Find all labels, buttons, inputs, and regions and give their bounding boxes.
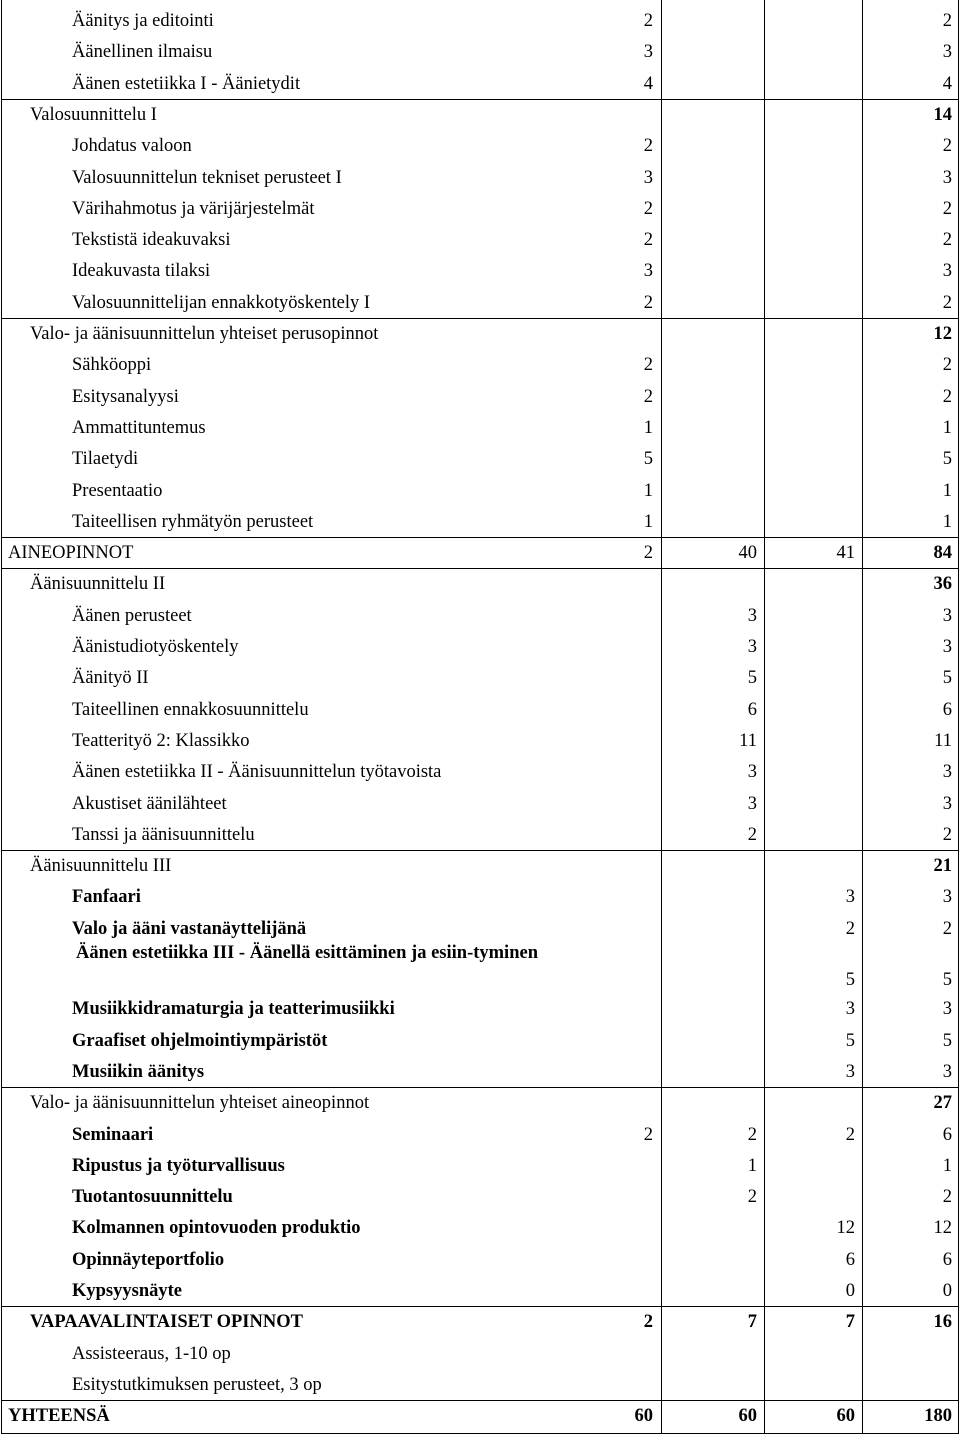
row-label: Esitysanalyysi <box>72 386 179 407</box>
table-row <box>0 413 960 444</box>
row-divider <box>1 537 959 538</box>
row-label: Äänellinen ilmaisu <box>72 42 213 63</box>
row-label: Valosuunnittelijan ennakkotyöskentely I <box>72 292 370 313</box>
credit-cell-c3: 12 <box>836 1218 855 1239</box>
row-label: Äänen estetiikka III - Äänellä esittäminen ja esiin-tyminen <box>76 943 538 963</box>
table-row <box>0 1026 960 1057</box>
row-label: Äänitys ja editointi <box>72 11 214 31</box>
table-row <box>0 820 960 851</box>
total-cell: 21 <box>933 856 952 877</box>
row-divider <box>1 1400 959 1401</box>
table-row <box>0 225 960 256</box>
grid-line-right <box>958 0 959 1433</box>
total-cell: 1 <box>942 480 952 501</box>
table-row <box>0 569 960 600</box>
credit-cell-c2: 11 <box>739 730 757 751</box>
table-row <box>0 69 960 100</box>
row-label: Teatterityö 2: Klassikko <box>72 730 250 751</box>
total-cell: 3 <box>942 999 952 1020</box>
credit-cell-c1: 2 <box>643 292 653 313</box>
credit-cell-c1: 2 <box>643 1312 653 1333</box>
row-label: Äänityö II <box>72 668 149 689</box>
row-label: Valo ja ääni vastanäyttelijänä <box>72 918 307 939</box>
row-label: Taiteellinen ennakkosuunnittelu <box>72 699 309 720</box>
total-cell: 12 <box>933 324 952 344</box>
table-row <box>0 256 960 287</box>
grid-line-col3 <box>862 0 863 1433</box>
table-row <box>0 882 960 913</box>
total-cell: 2 <box>942 292 952 313</box>
table-row <box>0 382 960 413</box>
total-cell: 2 <box>942 386 952 407</box>
total-cell: 2 <box>942 198 952 219</box>
credit-cell-c2: 5 <box>747 668 757 689</box>
table-row <box>0 100 960 131</box>
total-cell: 2 <box>942 824 952 845</box>
credit-cell-c2: 3 <box>747 637 757 657</box>
credit-cell-c3: 5 <box>845 1030 855 1051</box>
credit-cell-c1: 2 <box>643 230 653 251</box>
total-cell: 6 <box>942 1249 952 1270</box>
table-row <box>0 601 960 632</box>
total-cell: 36 <box>933 574 952 595</box>
row-label: Tuotantosuunnittelu <box>72 1187 233 1208</box>
table-row <box>0 507 960 538</box>
total-cell: 1 <box>942 417 952 438</box>
row-label: Tilaetydi <box>72 449 139 470</box>
total-cell: 0 <box>942 1281 952 1301</box>
total-cell: 2 <box>942 11 952 31</box>
row-label: Tanssi ja äänisuunnittelu <box>72 824 255 845</box>
credit-cell-c3: 3 <box>845 999 855 1020</box>
total-cell: 27 <box>933 1093 952 1114</box>
credit-cell-c1: 1 <box>643 511 653 532</box>
total-cell: 5 <box>942 970 952 991</box>
row-label: Värihahmotus ja värijärjestelmät <box>72 198 315 219</box>
credit-cell-c3: 41 <box>836 543 855 564</box>
table-row <box>0 726 960 757</box>
table-row <box>0 1401 960 1432</box>
row-label: Äänen perusteet <box>72 605 192 626</box>
credit-cell-c2: 2 <box>747 824 757 845</box>
row-label: Ideakuvasta tilaksi <box>72 261 211 282</box>
credit-cell-c1: 2 <box>643 355 653 376</box>
table-row <box>0 476 960 507</box>
table-row <box>0 163 960 194</box>
row-label: Sähköoppi <box>72 355 152 376</box>
table-row <box>0 1151 960 1182</box>
table-row <box>0 131 960 162</box>
row-label: Musiikkidramaturgia ja teatterimusiikki <box>72 999 395 1020</box>
table-row <box>0 1120 960 1151</box>
credit-cell-c3: 5 <box>845 970 855 991</box>
row-label: Opinnäyteportfolio <box>72 1249 225 1270</box>
row-label: Graafiset ohjelmointiympäristöt <box>72 1030 328 1051</box>
row-label: Akustiset äänilähteet <box>72 793 227 814</box>
table-row <box>0 444 960 475</box>
credit-cell-c2: 7 <box>747 1312 757 1333</box>
row-label: Musiikin äänitys <box>72 1061 205 1082</box>
table-row <box>0 1245 960 1276</box>
total-cell: 3 <box>942 261 952 282</box>
table-row <box>0 37 960 68</box>
table-row <box>0 319 960 350</box>
credit-cell-c1: 2 <box>643 198 653 219</box>
row-label: Valo- ja äänisuunnittelun yhteiset aineopinnot <box>30 1093 370 1114</box>
credit-cell-c1: 2 <box>643 543 653 564</box>
row-label: Fanfaari <box>72 887 141 908</box>
row-divider <box>1 1087 959 1088</box>
credit-cell-c1: 3 <box>643 42 653 63</box>
total-cell: 3 <box>942 605 952 626</box>
credit-cell-c2: 2 <box>747 1124 757 1145</box>
credit-cell-c1: 2 <box>643 1124 653 1145</box>
table-row <box>0 1276 960 1307</box>
total-cell: 3 <box>942 793 952 814</box>
table-row <box>0 632 960 663</box>
row-label: Äänisuunnittelu III <box>30 856 172 877</box>
credit-cell-c1: 3 <box>643 261 653 282</box>
credit-cell-c1: 2 <box>643 11 653 31</box>
row-label: Kolmannen opintovuoden produktio <box>72 1218 361 1239</box>
total-cell: 3 <box>942 1061 952 1082</box>
table-row <box>0 757 960 788</box>
grid-line-left <box>1 0 2 1433</box>
total-cell: 11 <box>934 730 952 751</box>
credit-cell-c2: 3 <box>747 605 757 626</box>
row-label: Tekstistä ideakuvaksi <box>72 230 231 251</box>
row-divider <box>1 318 959 319</box>
row-label: Äänen estetiikka I - Äänietydit <box>72 73 301 94</box>
credit-cell-c1: 1 <box>643 417 653 438</box>
total-cell: 2 <box>942 1187 952 1208</box>
grid-line-col1 <box>661 0 662 1433</box>
table-row <box>0 1213 960 1244</box>
table-row <box>0 851 960 882</box>
total-cell: 3 <box>942 167 952 188</box>
row-label: Valosuunnittelu I <box>30 104 157 125</box>
row-label: Presentaatio <box>72 480 163 501</box>
total-cell: 5 <box>942 449 952 470</box>
table-bottom-border <box>1 1433 959 1434</box>
table-row <box>0 1057 960 1088</box>
row-label: Seminaari <box>72 1124 154 1145</box>
row-divider <box>1 99 959 100</box>
credit-cell-c3: 2 <box>845 918 855 939</box>
credit-cell-c2: 40 <box>738 543 757 564</box>
row-label: Äänisuunnittelu II <box>30 574 166 595</box>
credit-cell-c1: 60 <box>634 1406 653 1427</box>
total-cell: 4 <box>942 73 952 94</box>
table-row <box>0 6 960 37</box>
row-divider <box>1 568 959 569</box>
row-divider <box>1 1306 959 1307</box>
row-label: Valo- ja äänisuunnittelun yhteiset perusopinnot <box>30 324 379 344</box>
total-cell: 6 <box>942 1124 952 1145</box>
total-cell: 84 <box>933 543 952 564</box>
row-divider <box>1 850 959 851</box>
total-cell: 3 <box>942 637 952 657</box>
table-row <box>0 663 960 694</box>
row-label: Assisteeraus, 1-10 op <box>72 1343 231 1364</box>
credit-cell-c3: 0 <box>845 1281 855 1301</box>
row-label: Ammattituntemus <box>72 417 206 438</box>
total-cell: 1 <box>942 1155 952 1176</box>
total-cell: 2 <box>942 918 952 939</box>
total-cell: 6 <box>942 699 952 720</box>
credit-cell-c3: 6 <box>845 1249 855 1270</box>
row-label: Ripustus ja työturvallisuus <box>72 1155 285 1176</box>
credit-cell-c1: 1 <box>643 480 653 501</box>
credit-cell-c2: 6 <box>747 699 757 720</box>
total-cell: 16 <box>933 1312 952 1333</box>
credit-cell-c3: 2 <box>845 1124 855 1145</box>
credit-cell-c2: 1 <box>747 1155 757 1176</box>
row-label: VAPAAVALINTAISET OPINNOT <box>30 1312 303 1333</box>
credit-cell-c3: 3 <box>845 887 855 908</box>
table-row <box>0 695 960 726</box>
total-cell: 3 <box>942 762 952 783</box>
credit-cell-c2: 2 <box>747 1187 757 1208</box>
row-label: Kypsyysnäyte <box>72 1281 182 1301</box>
total-cell: 3 <box>942 887 952 908</box>
total-cell: 2 <box>942 355 952 376</box>
credit-cell-c1: 2 <box>643 136 653 157</box>
table-row <box>0 914 960 945</box>
row-label: Valosuunnittelun tekniset perusteet I <box>72 167 342 188</box>
table-row <box>0 1307 960 1338</box>
table-row <box>0 1182 960 1213</box>
credit-cell-c2: 3 <box>747 762 757 783</box>
table-row <box>0 538 960 569</box>
table-row <box>0 350 960 381</box>
row-label: Esitystutkimuksen perusteet, 3 op <box>72 1374 322 1395</box>
row-label: Taiteellisen ryhmätyön perusteet <box>72 511 314 532</box>
total-cell: 3 <box>942 42 952 63</box>
table-row <box>0 994 960 1025</box>
credit-cell-c3: 7 <box>845 1312 855 1333</box>
credit-cell-c1: 3 <box>643 167 653 188</box>
table-row <box>0 945 960 994</box>
credit-cell-c2: 60 <box>738 1406 757 1427</box>
row-label: Äänen estetiikka II - Äänisuunnittelun työtavoista <box>72 762 442 783</box>
credit-cell-c3: 3 <box>845 1061 855 1082</box>
row-label: YHTEENSÄ <box>8 1406 110 1427</box>
table-row <box>0 1339 960 1370</box>
total-cell: 2 <box>942 230 952 251</box>
total-cell: 180 <box>924 1406 952 1427</box>
table-row <box>0 194 960 225</box>
total-cell: 14 <box>933 104 952 125</box>
table-row <box>0 1370 960 1401</box>
credit-cell-c1: 4 <box>643 73 653 94</box>
table-row <box>0 288 960 319</box>
row-label: Äänistudiotyöskentely <box>72 637 239 657</box>
total-cell: 5 <box>942 668 952 689</box>
total-cell: 5 <box>942 1030 952 1051</box>
total-cell: 1 <box>942 511 952 532</box>
row-label: Johdatus valoon <box>72 136 192 157</box>
row-label: AINEOPINNOT <box>8 543 134 564</box>
total-cell: 2 <box>942 136 952 157</box>
credit-cell-c2: 3 <box>747 793 757 814</box>
credit-cell-c3: 60 <box>836 1406 855 1427</box>
table-row <box>0 789 960 820</box>
grid-line-col2 <box>764 0 765 1433</box>
credit-cell-c1: 2 <box>643 386 653 407</box>
credit-cell-c1: 5 <box>643 449 653 470</box>
total-cell: 12 <box>933 1218 952 1239</box>
table-row <box>0 1088 960 1119</box>
